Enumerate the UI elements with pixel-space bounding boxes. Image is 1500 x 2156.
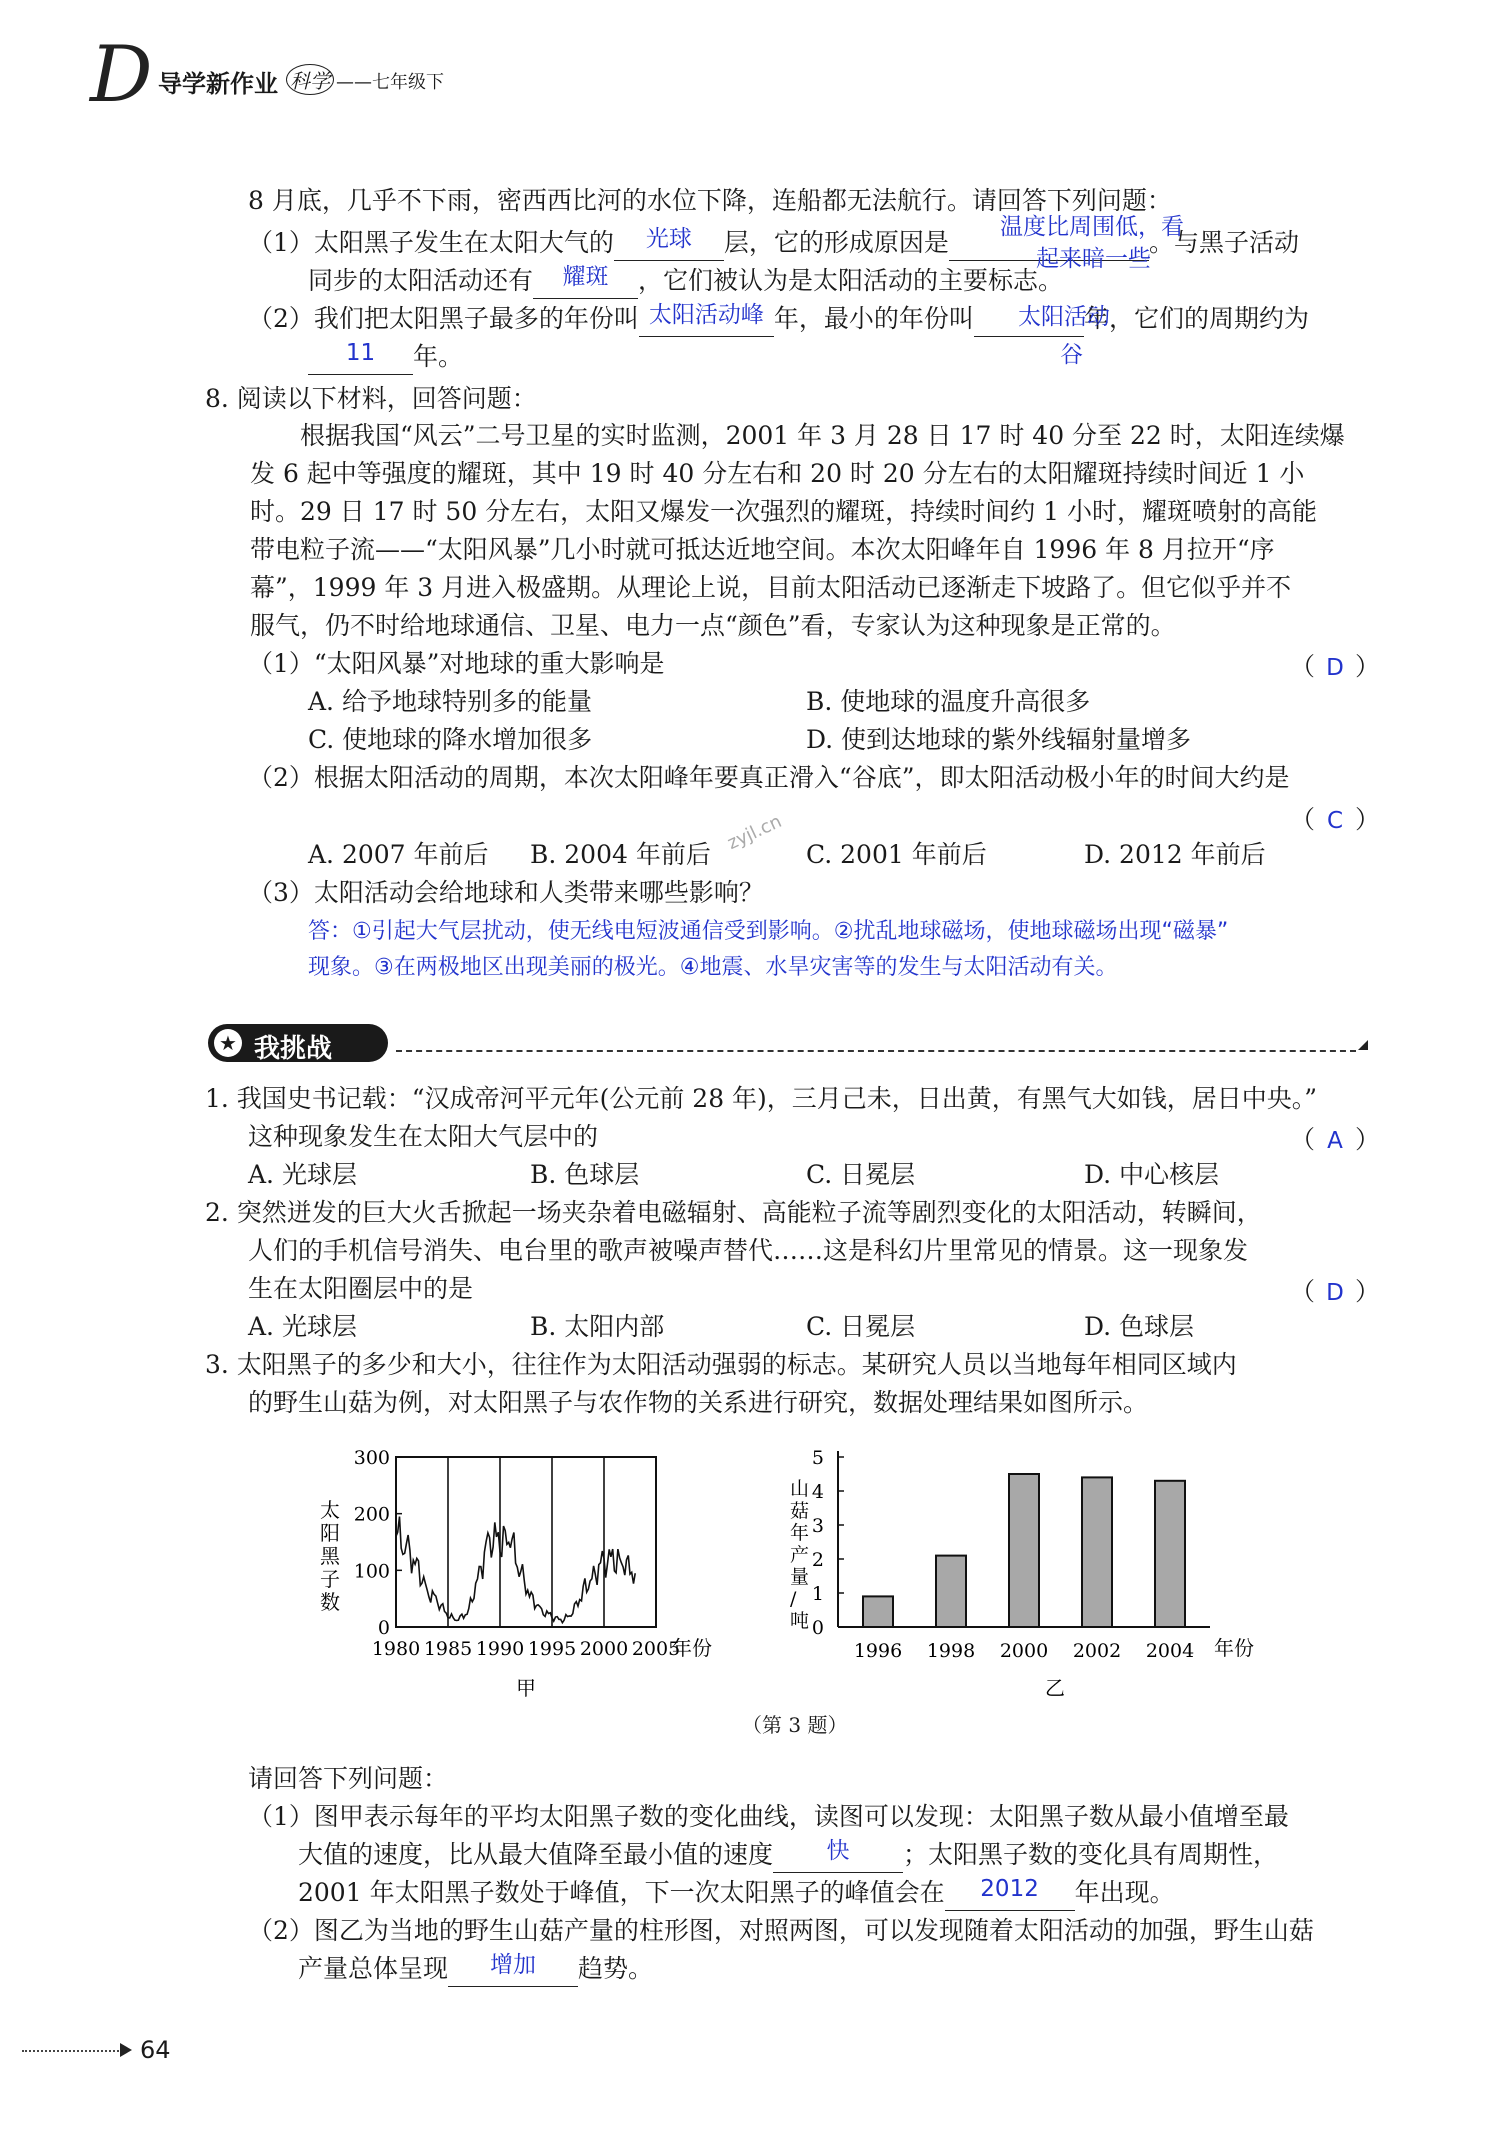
q8-s1-option: D. 使到达地球的紫外线辐射量增多 — [806, 725, 1192, 754]
q8-s2-option: A. 2007 年前后 — [308, 840, 489, 869]
chart-b-bar — [1009, 1474, 1039, 1627]
figure-charts — [290, 1435, 1270, 1725]
chart-a-xtick-label: 1980 — [371, 1638, 421, 1660]
chart-a-xtick-label: 1995 — [527, 1638, 577, 1660]
chart-a-ylabel-char: 太 — [320, 1498, 340, 1522]
chart-a-frame — [396, 1457, 656, 1627]
q7-blank-layer: 光球 — [614, 226, 724, 261]
chart-a-ytick-label: 200 — [353, 1503, 390, 1526]
ch-q1-option: B. 色球层 — [530, 1160, 640, 1189]
ch-q2-option: C. 日冕层 — [806, 1312, 916, 1341]
q8-s3-answer-line2: 现象。③在两极地区出现美丽的极光。④地震、水旱灾害等的发生与太阳活动有关。 — [308, 955, 1118, 980]
q7-answer-cause-2: 起来暗一些 — [1036, 246, 1151, 272]
q7-part2: （2）我们把太阳黑子最多的年份叫 太阳活动峰 年，最小的年份叫 年，它们的周期约为 — [248, 302, 1309, 337]
chart-b-ytick-label: 1 — [811, 1583, 824, 1605]
ch-q3-blank-speed: 快 — [773, 1838, 903, 1873]
chart-a-xtick-label: 2005 — [631, 1638, 681, 1660]
chart-b-xtick-label: 2004 — [1145, 1640, 1195, 1662]
q8-passage-line: 时。29 日 17 时 50 分左右，太阳又爆发一次强烈的耀斑，持续时间约 1 小时，耀斑喷射的高能 — [250, 497, 1317, 526]
page-number: 64 — [140, 2036, 171, 2064]
ch-q3-s1-line3: 2001 年太阳黑子数处于峰值，下一次太阳黑子的峰值会在 2012 年出现。 — [298, 1876, 1175, 1911]
q8-title: 8. 阅读以下材料，回答问题： — [205, 384, 537, 413]
chart-a-xtick-label: 1985 — [423, 1638, 473, 1660]
chart-b-ylabel-char: 量 — [790, 1566, 810, 1588]
subject-badge: 科学 — [286, 64, 334, 95]
chart-b-xtick-label: 1996 — [853, 1640, 903, 1662]
chart-b-xtick-label: 1998 — [926, 1640, 976, 1662]
chart-b-bar — [1082, 1477, 1112, 1627]
ch-q1-line2: 这种现象发生在太阳大气层中的 — [248, 1122, 599, 1151]
q8-s3-question: （3）太阳活动会给地球和人类带来哪些影响？ — [248, 878, 764, 907]
ch-q3-s1-line2: 大值的速度，比从最大值降至最小值的速度 快 ；太阳黑子数的变化具有周期性， — [298, 1838, 1278, 1873]
chart-b-ylabel — [790, 1478, 809, 1632]
ch-q2-option: D. 色球层 — [1084, 1312, 1195, 1341]
ch-q1-answer: （ A ） — [1290, 1125, 1381, 1154]
q8-passage-line: 带电粒子流——“太阳风暴”几小时就可抵达近地空间。本次太阳峰年自 1996 年 8 月拉开“序 — [250, 535, 1275, 564]
chart-b-ytick-label: 3 — [811, 1515, 824, 1537]
ch-q3-line1: 3. 太阳黑子的多少和大小，往往作为太阳活动强弱的标志。某研究人员以当地每年相同区域内 — [205, 1350, 1237, 1379]
q7-answer-cause-1: 温度比周围低，看 — [1000, 214, 1184, 240]
q8-passage-line: 幕”，1999 年 3 月进入极盛期。从理论上说，目前太阳活动已逐渐走下坡路了。但它似乎并不 — [250, 573, 1292, 602]
section-divider — [396, 1050, 1356, 1052]
chart-b-ylabel-char: 山 — [790, 1478, 810, 1500]
chart-a-ylabel-char: 数 — [320, 1590, 340, 1614]
q8-s1-answer: （ D ） — [1290, 652, 1381, 681]
chart-b-bar — [863, 1596, 893, 1627]
chart-b-ylabel-char: 产 — [790, 1544, 810, 1566]
ch-q2-option: A. 光球层 — [248, 1312, 357, 1341]
challenge-badge — [208, 1024, 388, 1062]
ch-q3-blank-trend: 增加 — [448, 1952, 578, 1987]
ch-q3-blank-year: 2012 — [945, 1876, 1075, 1911]
chart-b-ytick-label: 4 — [811, 1481, 824, 1503]
ch-q3-s2-line2: 产量总体呈现 增加 趋势。 — [298, 1952, 653, 1987]
ch-q2-option: B. 太阳内部 — [530, 1312, 665, 1341]
chart-b-ytick-label: 0 — [811, 1617, 824, 1639]
logo-letter: D — [90, 30, 153, 120]
chart-b-ylabel-char: 菇 — [790, 1500, 810, 1522]
ch-q3-line2: 的野生山菇为例，对太阳黑子与农作物的关系进行研究，数据处理结果如图所示。 — [248, 1388, 1149, 1417]
q7-answer-trough-1: 太阳活动 — [1018, 304, 1110, 330]
chart-a-ytick-label: 0 — [377, 1617, 390, 1639]
chart-a-ylabel-char: 黑 — [320, 1544, 340, 1568]
chart-b-ylabel-char: / — [790, 1588, 797, 1610]
corner-marker — [1358, 1040, 1368, 1050]
chart-a-series-line — [396, 1517, 635, 1623]
watermark: zyjl.cn — [724, 810, 785, 855]
chart-b-xtick-label: 2002 — [1072, 1640, 1122, 1662]
q7-part1-cont: 同步的太阳活动还有 耀斑 ，它们被认为是太阳活动的主要标志。 — [308, 264, 1063, 299]
chart-b-xtick-label: 2000 — [999, 1640, 1049, 1662]
ch-q3-ask: 请回答下列问题： — [248, 1764, 449, 1793]
q8-s1-option: C. 使地球的降水增加很多 — [308, 725, 593, 754]
q8-s2-option: B. 2004 年前后 — [530, 840, 711, 869]
q7-blank-peak: 太阳活动峰 — [639, 302, 774, 337]
q7-part2-cont: 11 年。 — [308, 340, 463, 375]
chart-b-label: 乙 — [1045, 1676, 1065, 1700]
chart-b-bar — [936, 1556, 966, 1627]
ch-q1-option: C. 日冕层 — [806, 1160, 916, 1189]
challenge-title: 我挑战 — [254, 1034, 333, 1064]
chart-a-ylabel-char: 子 — [320, 1567, 340, 1591]
q8-s1-question: （1）“太阳风暴”对地球的重大影响是 — [248, 649, 665, 678]
ch-q1-option: A. 光球层 — [248, 1160, 357, 1189]
ch-q2-line1: 2. 突然迸发的巨大火舌掀起一场夹杂着电磁辐射、高能粒子流等剧烈变化的太阳活动，转瞬间， — [205, 1198, 1262, 1227]
q7-intro: 8 月底，几乎不下雨，密西西比河的水位下降，连船都无法航行。请回答下列问题： — [248, 186, 1172, 215]
sunspot-line-chart — [320, 1447, 712, 1700]
lightbulb-icon: ★ — [214, 1029, 242, 1057]
ch-q2-line3: 生在太阳圈层中的是 — [248, 1274, 474, 1303]
ch-q3-s1-line1: （1）图甲表示每年的平均太阳黑子数的变化曲线，读图可以发现：太阳黑子数从最小值增至最 — [248, 1802, 1289, 1831]
chart-a-label: 甲 — [516, 1676, 536, 1700]
ch-q2-answer: （ D ） — [1290, 1277, 1381, 1306]
mushroom-bar-chart — [790, 1447, 1254, 1700]
q8-s2-option: C. 2001 年前后 — [806, 840, 987, 869]
chart-a-ytick-label: 100 — [353, 1560, 390, 1583]
footer-dotted-line — [22, 2050, 122, 2052]
q8-s1-option: A. 给予地球特别多的能量 — [308, 687, 592, 716]
chart-b-xlabel: 年份 — [1214, 1636, 1254, 1660]
q8-s2-option: D. 2012 年前后 — [1084, 840, 1266, 869]
q8-s3-answer-line1: 答：①引起大气层扰动，使无线电短波通信受到影响。②扰乱地球磁场，使地球磁场出现“磁暴” — [308, 919, 1229, 944]
chart-b-ytick-label: 5 — [811, 1447, 824, 1469]
chart-a-xtick-label: 1990 — [475, 1638, 525, 1660]
chart-a-ytick-label: 300 — [353, 1447, 390, 1469]
ch-q2-line2: 人们的手机信号消失、电台里的歌声被噪声替代……这是科幻片里常见的情景。这一现象发 — [248, 1236, 1249, 1265]
arrow-right-icon — [120, 2043, 132, 2057]
chart-b-ylabel-char: 吨 — [790, 1610, 810, 1632]
grade-label: ——七年级下 — [336, 72, 444, 93]
q8-passage-line: 发 6 起中等强度的耀斑，其中 19 时 40 分左右和 20 时 20 分左右的太阳耀斑持续时间近 1 小 — [250, 459, 1305, 488]
q7-blank-flare: 耀斑 — [533, 264, 638, 299]
q8-s1-option: B. 使地球的温度升高很多 — [806, 687, 1091, 716]
chart-b-ytick-label: 2 — [811, 1549, 824, 1571]
q7-part1: （1）太阳黑子发生在太阳大气的 光球 层，它的形成原因是 。与黑子活动 — [248, 226, 1299, 261]
series-title: 导学新作业 — [158, 70, 278, 98]
figure-caption: （第 3 题） — [742, 1713, 848, 1737]
q7-answer-trough-2: 谷 — [1060, 342, 1083, 368]
ch-q3-s2-line1: （2）图乙为当地的野生山菇产量的柱形图，对照两图，可以发现随着太阳活动的加强，野生山菇 — [248, 1916, 1314, 1945]
q7-blank-period: 11 — [308, 340, 413, 375]
chart-b-ylabel-char: 年 — [790, 1522, 810, 1544]
q8-passage-line: 服气，仍不时给地球通信、卫星、电力一点“颜色”看，专家认为这种现象是正常的。 — [250, 611, 1176, 640]
chart-a-ylabel — [320, 1498, 341, 1614]
q8-passage-line: 根据我国“风云”二号卫星的实时监测，2001 年 3 月 28 日 17 时 40 分至 22 时，太阳连续爆 — [300, 421, 1345, 450]
chart-b-bar — [1155, 1481, 1185, 1627]
ch-q1-option: D. 中心核层 — [1084, 1160, 1220, 1189]
ch-q1-line1: 1. 我国史书记载：“汉成帝河平元年(公元前 28 年)，三月己未，日出黄，有黑气大如钱，居日中央。” — [205, 1084, 1318, 1113]
q8-s2-answer: （ C ） — [1290, 805, 1381, 834]
chart-a-xtick-label: 2000 — [579, 1638, 629, 1660]
chart-a-xlabel: 年份 — [672, 1636, 712, 1660]
chart-a-ylabel-char: 阳 — [320, 1521, 340, 1545]
q8-s2-question: （2）根据太阳活动的周期，本次太阳峰年要真正滑入“谷底”，即太阳活动极小年的时间大约是 — [248, 763, 1290, 792]
